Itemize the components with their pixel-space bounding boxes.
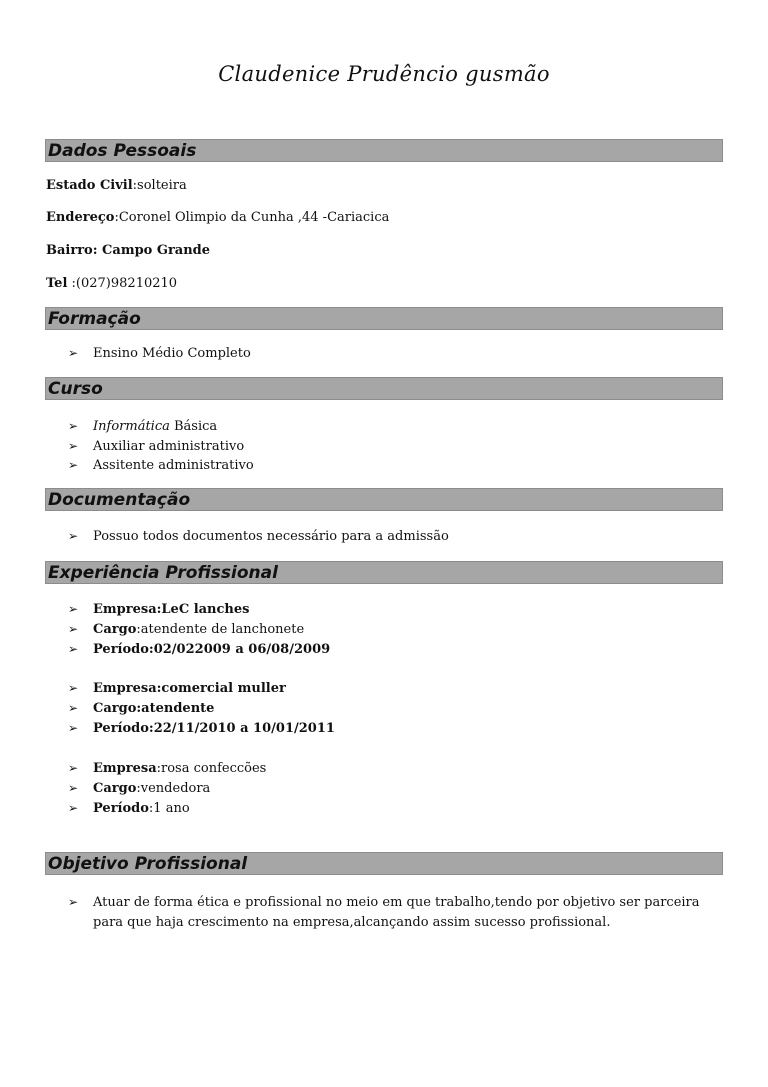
bairro-line: [46, 243, 210, 258]
list-item: Possuo todos documentos necessário para a admissão: [93, 529, 449, 544]
course-name-italic: Informática: [93, 419, 170, 434]
section-title: Curso: [48, 379, 103, 399]
estado-civil-value: :solteira: [132, 178, 187, 193]
bairro-text: Bairro: Campo Grande: [46, 243, 211, 258]
endereco-line: [46, 210, 389, 225]
bullet-arrow-icon: ➢: [68, 419, 79, 433]
job3-periodo-value: :1 ano: [148, 801, 190, 816]
list-item: [93, 602, 249, 618]
section-title: Objetivo Profissional: [48, 854, 248, 874]
list-item: Assitente administrativo: [93, 458, 254, 473]
bullet-arrow-icon: ➢: [68, 602, 79, 616]
bullet-arrow-icon: ➢: [68, 458, 79, 472]
job3-empresa-label: Empresa: [93, 761, 157, 776]
list-item: [93, 419, 217, 435]
tel-value: :(027)98210210: [67, 276, 178, 291]
section-title: Experiência Profissional: [48, 563, 278, 583]
job3-empresa-value: :rosa confeccões: [156, 761, 267, 776]
bullet-arrow-icon: ➢: [68, 642, 79, 656]
estado-civil-label: Estado Civil: [46, 178, 133, 193]
bullet-arrow-icon: ➢: [68, 701, 79, 715]
list-item: [93, 622, 304, 638]
bullet-arrow-icon: ➢: [68, 622, 79, 636]
list-item: [93, 681, 286, 697]
bullet-arrow-icon: ➢: [68, 781, 79, 795]
bullet-arrow-icon: ➢: [68, 439, 79, 453]
list-item: [93, 642, 330, 658]
section-title: Documentação: [48, 490, 191, 510]
job2-cargo: Cargo:atendente: [93, 701, 215, 716]
bullet-arrow-icon: ➢: [68, 895, 79, 909]
tel-line: [46, 276, 177, 291]
list-item: Auxiliar administrativo: [93, 439, 245, 454]
section-title: Formação: [48, 309, 141, 329]
endereco-label: Endereço: [46, 210, 115, 225]
section-header-curso: [45, 377, 723, 400]
bullet-arrow-icon: ➢: [68, 761, 79, 775]
bullet-arrow-icon: ➢: [68, 721, 79, 735]
tel-label: Tel: [46, 276, 68, 291]
job3-periodo-label: Período: [93, 801, 149, 816]
job3-cargo-value: :vendedora: [136, 781, 211, 796]
job1-empresa: Empresa:LeC lanches: [93, 602, 250, 617]
list-item: [93, 781, 210, 797]
job2-periodo-value: :22/11/2010 a 10/01/2011: [148, 721, 335, 736]
section-header-formacao: [45, 307, 723, 330]
list-item: [93, 761, 266, 777]
course-name-rest: Básica: [169, 419, 218, 434]
bullet-arrow-icon: ➢: [68, 801, 79, 815]
job2-periodo-label: Período: [93, 721, 149, 736]
bullet-arrow-icon: ➢: [68, 346, 79, 360]
estado-civil-line: [46, 178, 187, 193]
section-header-dados-pessoais: [45, 139, 723, 162]
list-item: [93, 721, 335, 737]
section-header-experiencia: [45, 561, 723, 584]
bullet-arrow-icon: ➢: [68, 529, 79, 543]
endereco-value: :Coronel Olimpio da Cunha ,44 -Cariacica: [114, 210, 390, 225]
job1-cargo-label: Cargo: [93, 622, 137, 637]
page-title: Claudenice Prudêncio gusmão: [218, 62, 550, 86]
job1-periodo: Período:02/022009 a 06/08/2009: [93, 642, 331, 657]
job3-cargo-label: Cargo: [93, 781, 137, 796]
bullet-arrow-icon: ➢: [68, 681, 79, 695]
job1-cargo-value: :atendente de lanchonete: [136, 622, 305, 637]
list-item: [93, 701, 214, 717]
list-item: [93, 801, 190, 817]
section-header-objetivo: [45, 852, 723, 875]
objetivo-text: Atuar de forma ética e profissional no meio em que trabalho,tendo por objetivo ser parceira para que haja crescimento na empresa,alcançando assim sucesso profissional.: [93, 895, 700, 930]
section-title: Dados Pessoais: [48, 141, 197, 161]
list-item: Ensino Médio Completo: [93, 346, 251, 361]
job2-empresa: Empresa:comercial muller: [93, 681, 286, 696]
section-header-documentacao: [45, 488, 723, 511]
